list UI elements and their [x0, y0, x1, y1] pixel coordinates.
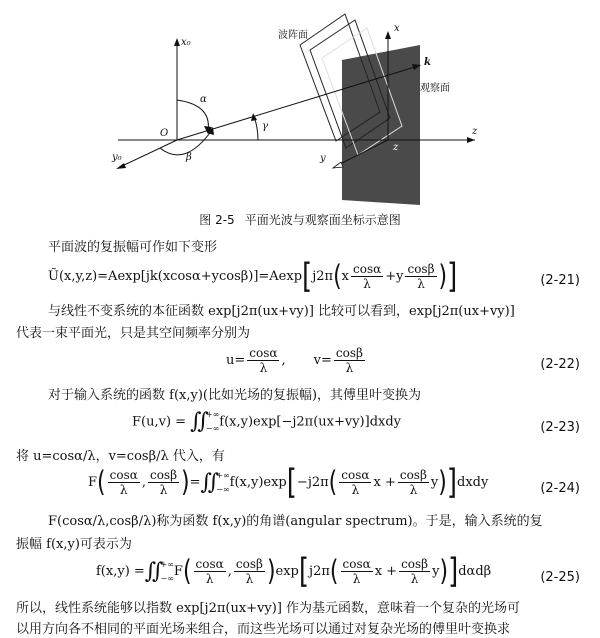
eq25-dadb: dαdβ: [458, 564, 492, 579]
label-observation-plane: 观察面: [420, 83, 450, 94]
eq24-F: F: [88, 475, 98, 490]
paragraph-line-3: 代表一束平面光，只是其空间频率分别为: [16, 326, 251, 341]
label-z-plane: z: [393, 142, 399, 153]
eq23-lower: −∞: [205, 424, 220, 433]
eq24-cosb-1: cosβ: [149, 468, 178, 482]
equation-2-23: F(u,v) = ∬ +∞ −∞ f(x,y)exp[−j2π(ux+vy)]dxdy: [132, 409, 402, 434]
x-axis-arrow: [385, 31, 391, 39]
eq22-cosb: cosβ: [335, 346, 363, 360]
eq21-j2pi: j2π: [312, 269, 334, 284]
eq25-lhs: f(x,y) =: [96, 564, 145, 579]
eq23-upper: +∞: [205, 410, 220, 419]
eq24-cosb-2: cosβ: [399, 468, 427, 482]
paragraph-line-9: 以用方向各不相同的平面光场来组合，而这些光场可以通过对复杂光场的傅里叶变换求: [16, 622, 511, 637]
label-alpha: α: [200, 94, 207, 105]
eq21-number: (2-21): [540, 273, 580, 288]
eq25-comma: ,: [227, 564, 232, 579]
eq25-lambda-3: λ: [352, 572, 361, 586]
eq22-lambda-2: λ: [345, 361, 354, 375]
eq24-lower: −∞: [216, 484, 230, 494]
label-beta: β: [186, 152, 192, 163]
figure-caption: [0, 211, 600, 228]
eq25-upper: +∞: [160, 559, 174, 569]
eq21-lambda-2: λ: [417, 277, 425, 291]
eq21-cosa: cosα: [353, 262, 382, 276]
eq24-mj2pi: −j2π: [296, 475, 329, 490]
eq24-lambda-3: λ: [351, 483, 360, 497]
paragraph-line-6: F(cosα/λ,cosβ/λ)称为函数 f(x,y)的角谱(angular spectrum)。于是，输入系统的复: [48, 514, 543, 529]
eq25-cosb-1: cosβ: [235, 557, 263, 571]
figure-plane-wave-coordinates: [0, 0, 600, 205]
z-axis-arrow: [467, 137, 475, 143]
eq24-lambda-1: λ: [119, 483, 128, 497]
y0-axis-arrow: [116, 163, 126, 169]
label-z-end: z: [472, 126, 478, 137]
eq25-F: F: [173, 564, 183, 579]
label-x0: x₀: [181, 37, 191, 48]
paragraph-line-4: 对于输入系统的函数 f(x,y)(比如光场的复振幅)，其傅里叶变换为: [48, 388, 422, 403]
eq25-cosb-2: cosβ: [401, 557, 429, 571]
paragraph-line-5: 将 u=cosα/λ，v=cosβ/λ 代入，有: [16, 449, 225, 464]
label-x: x: [394, 23, 400, 34]
eq23-number: (2-23): [540, 420, 580, 435]
equation-2-24: F( $\frac{\cos\alpha}{\lambda}$ , $\frac{\cos\beta}{\lambda}$ )=∬ +∞ −∞ f(x,y)exp[−j2π( $\frac{\cos\alpha}{\lambda}$ x + $\frac{\cos\beta}{\lambda}$ y)]dxdy: [88, 463, 489, 502]
eq24-comma: ,: [141, 475, 146, 490]
x0-axis-arrow: [174, 38, 180, 46]
eq25-exp: exp: [275, 564, 299, 579]
label-gamma: γ: [262, 121, 268, 132]
label-wavefront: 波阵面: [278, 30, 308, 41]
eq25-lambda-1: λ: [205, 572, 214, 586]
eq22-lambda-1: λ: [259, 361, 268, 375]
paragraph-line-7: 振幅 f(x,y)可表示为: [16, 537, 132, 552]
eq23-integrand: f(x,y)exp[−j2π(ux+vy)]dxdy: [219, 414, 402, 430]
eq22-comma: ,: [281, 353, 286, 368]
eq25-lower: −∞: [160, 573, 174, 583]
eq24-dxdy: dxdy: [457, 475, 489, 490]
eq21-x: x: [341, 269, 349, 284]
equation-2-22: [226, 346, 367, 375]
equation-2-21: Ũ(x,y,z)=Aexp[jk(xcosα+ycosβ)]=Aexp[j2π(x $\frac{\cos\alpha}{\lambda}$ +y $\frac{\cos\beta}{\lambda}$ )]: [48, 257, 458, 296]
eq25-y: y: [432, 564, 440, 579]
label-y: y: [320, 153, 326, 164]
label-y0: y₀: [112, 152, 122, 163]
label-k: k: [424, 57, 431, 68]
caption-text: 平面光波与观察面坐标示意图: [244, 213, 401, 227]
eq21-plus-y: +y: [385, 269, 404, 284]
eq21-left: Ũ(x,y,z)=Aexp[jk(xcosα+ycosβ)]=Aexp: [48, 269, 303, 284]
y-axis-arrow: [333, 162, 343, 168]
caption-number: 图 2-5: [199, 213, 235, 227]
eq21-lambda-1: λ: [363, 277, 371, 291]
eq25-lambda-2: λ: [245, 572, 254, 586]
label-origin: O: [160, 128, 169, 139]
eq25-j2pi: j2π: [309, 564, 330, 579]
eq24-cosa-2: cosα: [341, 468, 370, 482]
eq25-cosa-2: cosα: [342, 557, 371, 571]
eq25-cosa-1: cosα: [195, 557, 224, 571]
eq24-eq: =: [189, 475, 201, 490]
equation-2-25: f(x,y) =∬ +∞ −∞ F( $\frac{\cos\alpha}{\lambda}$ , $\frac{\cos\beta}{\lambda}$ )exp[j2π( $\frac{\cos\alpha}{\lambda}$ x + $\frac{\cos\beta}{\lambda}$ y)]dαdβ: [96, 552, 492, 591]
eq22-v: v=: [313, 353, 332, 368]
paragraph-line-2: 与线性不变系统的本征函数 exp[j2π(ux+vy)] 比较可以看到，exp[j2π(ux+vy)]: [48, 304, 515, 319]
eq22-u: u=: [226, 353, 246, 368]
paragraph-line-8: 所以，线性系统能够以指数 exp[j2π(ux+vy)] 作为基元函数，意味着一个复杂的光场可: [16, 601, 521, 616]
eq25-number: (2-25): [540, 570, 580, 585]
eq24-number: (2-24): [540, 481, 580, 496]
eq24-lambda-4: λ: [409, 483, 418, 497]
eq25-lambda-4: λ: [410, 572, 419, 586]
eq22-number: (2-22): [540, 357, 580, 372]
eq24-cosa-1: cosα: [109, 468, 138, 482]
eq24-y: y: [430, 475, 439, 490]
paragraph-line-1: 平面波的复振幅可作如下变形: [48, 240, 218, 255]
eq24-upper: +∞: [216, 470, 230, 480]
eq24-lambda-2: λ: [159, 483, 168, 497]
eq23-lhs: F(u,v) =: [132, 414, 191, 430]
eq24-x: x +: [373, 475, 396, 490]
eq21-cosb: cosβ: [407, 262, 435, 276]
eq24-fexp: f(x,y)exp: [229, 475, 287, 490]
eq25-x: x +: [374, 564, 398, 579]
eq22-cosa: cosα: [249, 346, 278, 360]
